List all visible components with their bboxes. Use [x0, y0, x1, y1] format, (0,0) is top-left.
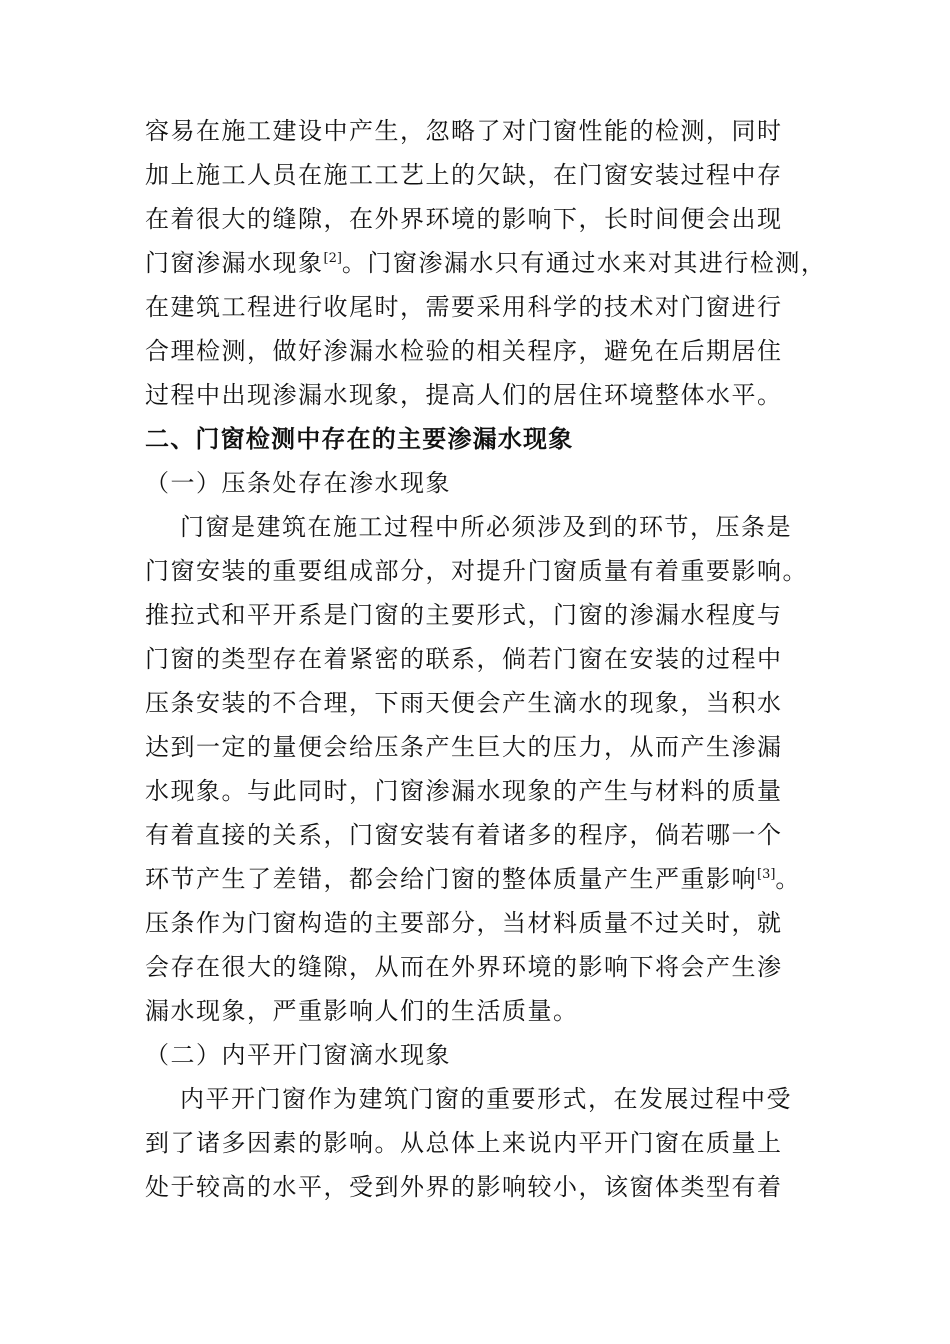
text-line: 在建筑工程进行收尾时，需要采用科学的技术对门窗进行: [145, 293, 783, 321]
citation-mark: [2]: [323, 251, 342, 266]
text-line: 水现象。与此同时，门窗渗漏水现象的产生与材料的质量: [145, 777, 783, 805]
text-line: 门窗安装的重要组成部分，对提升门窗质量有着重要影响。: [145, 557, 808, 585]
text-segment: 环节产生了差错，都会给门窗的整体质量产生严重影响: [145, 865, 757, 893]
text-line: 推拉式和平开系是门窗的主要形式，门窗的渗漏水程度与: [145, 601, 783, 629]
text-line: 内平开门窗作为建筑门窗的重要形式，在发展过程中受: [180, 1085, 792, 1113]
text-line: 压条安装的不合理，下雨天便会产生滴水的现象，当积水: [145, 689, 783, 717]
text-line-with-citation: [145, 248, 826, 278]
text-line-with-citation: [145, 864, 801, 894]
subsection-heading: （一）压条处存在渗水现象: [145, 469, 451, 497]
text-line: 合理检测，做好渗漏水检验的相关程序，避免在后期居住: [145, 337, 783, 365]
text-line: 容易在施工建设中产生，忽略了对门窗性能的检测，同时: [145, 117, 783, 145]
text-segment: 。门窗渗漏水只有通过水来对其进行检测，: [341, 249, 827, 277]
text-line: 门窗的类型存在着紧密的联系，倘若门窗在安装的过程中: [145, 645, 783, 673]
text-line: 处于较高的水平，受到外界的影响较小，该窗体类型有着: [145, 1173, 783, 1201]
subsection-heading: （二）内平开门窗滴水现象: [145, 1041, 451, 1069]
text-line: 在着很大的缝隙，在外界环境的影响下，长时间便会出现: [145, 205, 783, 233]
text-segment: 门窗渗漏水现象: [145, 249, 324, 277]
text-line: 会存在很大的缝隙，从而在外界环境的影响下将会产生渗: [145, 953, 783, 981]
text-line: 漏水现象，严重影响人们的生活质量。: [145, 997, 579, 1025]
text-line: 达到一定的量便会给压条产生巨大的压力，从而产生渗漏: [145, 733, 783, 761]
section-heading: 二、门窗检测中存在的主要渗漏水现象: [145, 424, 574, 453]
text-line: 门窗是建筑在施工过程中所必须涉及到的环节，压条是: [180, 513, 792, 541]
citation-mark: [3]: [757, 867, 776, 882]
text-line: 加上施工人员在施工工艺上的欠缺，在门窗安装过程中存: [145, 161, 783, 189]
text-segment: 。: [775, 865, 801, 893]
text-line: 压条作为门窗构造的主要部分，当材料质量不过关时，就: [145, 909, 783, 937]
text-line: 到了诸多因素的影响。从总体上来说内平开门窗在质量上: [145, 1129, 783, 1157]
text-line: 有着直接的关系，门窗安装有着诸多的程序，倘若哪一个: [145, 821, 783, 849]
text-line: 过程中出现渗漏水现象，提高人们的居住环境整体水平。: [145, 381, 783, 409]
